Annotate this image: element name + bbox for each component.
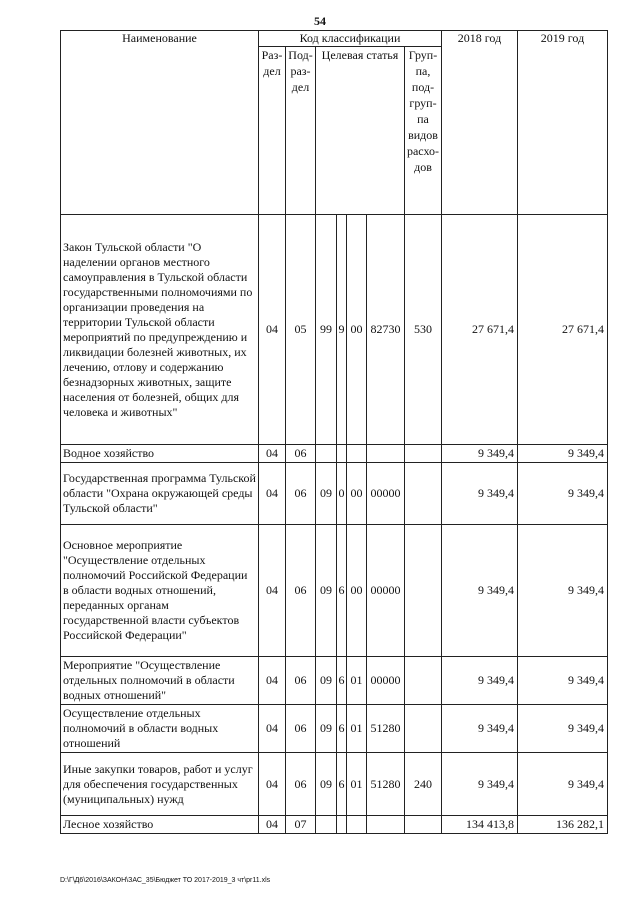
row-expense-group	[405, 445, 442, 463]
row-target-program: 99	[316, 215, 337, 445]
row-section: 04	[259, 753, 286, 816]
row-target-direction	[367, 445, 405, 463]
row-target-direction: 51280	[367, 705, 405, 753]
row-amount-2019: 9 349,4	[518, 753, 608, 816]
row-name: Мероприятие "Осуществление отдельных полномочий в области водных отношений"	[61, 657, 259, 705]
row-target-event	[347, 445, 367, 463]
header-code: Код классификации	[259, 31, 442, 47]
row-amount-2019: 136 282,1	[518, 816, 608, 834]
row-target-program: 09	[316, 463, 337, 525]
row-target-program: 09	[316, 657, 337, 705]
row-amount-2018: 9 349,4	[442, 705, 518, 753]
table-row	[61, 816, 608, 834]
row-name: Закон Тульской области "О наделении органов местного самоуправления в Тульской области государственными полномочиями по организации проведения на территории Тульской области мероприятий по предупреждению и ликвидации болезней животных, их лечению, отлову и содержанию безнадзорных животных, защите населения от болезней, общих для человека и животных"	[61, 215, 259, 445]
row-target-subprogram: 0	[337, 463, 347, 525]
row-expense-group: 530	[405, 215, 442, 445]
row-name: Водное хозяйство	[61, 445, 259, 463]
row-name: Основное мероприятие "Осуществление отдельных полномочий Российской Федерации в области водных отношений, переданных органам государственной власти субъектов Российской Федерации"	[61, 525, 259, 657]
row-target-event: 01	[347, 657, 367, 705]
row-subsection: 05	[286, 215, 316, 445]
header-name: Наименование	[61, 31, 259, 215]
row-name: Лесное хозяйство	[61, 816, 259, 834]
row-section: 04	[259, 463, 286, 525]
row-section: 04	[259, 705, 286, 753]
table-row	[61, 753, 608, 816]
row-expense-group	[405, 463, 442, 525]
row-target-subprogram	[337, 816, 347, 834]
header-target: Целевая статья	[316, 47, 405, 215]
row-target-event: 00	[347, 525, 367, 657]
row-target-event: 00	[347, 463, 367, 525]
row-amount-2019: 9 349,4	[518, 463, 608, 525]
row-expense-group	[405, 705, 442, 753]
row-amount-2018: 9 349,4	[442, 753, 518, 816]
row-target-program: 09	[316, 525, 337, 657]
row-target-program: 09	[316, 753, 337, 816]
row-target-direction: 00000	[367, 463, 405, 525]
row-expense-group	[405, 657, 442, 705]
row-target-direction: 51280	[367, 753, 405, 816]
row-subsection: 06	[286, 705, 316, 753]
row-section: 04	[259, 525, 286, 657]
row-target-program	[316, 445, 337, 463]
row-name: Государственная программа Тульской области "Охрана окружающей среды Тульской области"	[61, 463, 259, 525]
row-amount-2019: 9 349,4	[518, 657, 608, 705]
budget-table	[60, 30, 608, 834]
row-amount-2018: 134 413,8	[442, 816, 518, 834]
row-target-event	[347, 816, 367, 834]
row-target-event: 00	[347, 215, 367, 445]
row-amount-2018: 9 349,4	[442, 445, 518, 463]
row-name: Осуществление отдельных полномочий в области водных отношений	[61, 705, 259, 753]
table-row	[61, 657, 608, 705]
row-expense-group	[405, 816, 442, 834]
table-row	[61, 463, 608, 525]
row-target-subprogram: 9	[337, 215, 347, 445]
row-target-program	[316, 816, 337, 834]
row-target-event: 01	[347, 753, 367, 816]
header-group: Груп- па, под- груп- па видов расхо- дов	[405, 47, 442, 215]
header-year-2019: 2019 год	[518, 31, 608, 215]
row-amount-2018: 9 349,4	[442, 525, 518, 657]
row-expense-group	[405, 525, 442, 657]
table-row	[61, 525, 608, 657]
row-target-subprogram: 6	[337, 525, 347, 657]
header-section: Раз- дел	[259, 47, 286, 215]
row-expense-group: 240	[405, 753, 442, 816]
row-subsection: 06	[286, 463, 316, 525]
row-subsection: 06	[286, 525, 316, 657]
row-target-direction: 00000	[367, 657, 405, 705]
row-name: Иные закупки товаров, работ и услуг для обеспечения государственных (муниципальных) нужд	[61, 753, 259, 816]
row-amount-2018: 9 349,4	[442, 463, 518, 525]
header-year-2018: 2018 год	[442, 31, 518, 215]
table-row	[61, 215, 608, 445]
page-number: 54	[314, 14, 326, 28]
row-section: 04	[259, 445, 286, 463]
row-subsection: 06	[286, 445, 316, 463]
row-amount-2019: 9 349,4	[518, 445, 608, 463]
row-target-direction: 82730	[367, 215, 405, 445]
row-section: 04	[259, 215, 286, 445]
row-subsection: 06	[286, 753, 316, 816]
table-row	[61, 705, 608, 753]
row-subsection: 06	[286, 657, 316, 705]
row-target-subprogram: 6	[337, 753, 347, 816]
row-subsection: 07	[286, 816, 316, 834]
row-target-direction: 00000	[367, 525, 405, 657]
row-section: 04	[259, 657, 286, 705]
row-target-subprogram: 6	[337, 657, 347, 705]
row-target-subprogram: 6	[337, 705, 347, 753]
row-target-direction	[367, 816, 405, 834]
file-path-footer: D:\Г\Д6\2016\ЗАКОН\ЗАС_35\Бюджет ТО 2017-2019_3 чт\pr11.xls	[60, 877, 271, 884]
row-amount-2018: 9 349,4	[442, 657, 518, 705]
header-subsection: Под- раз- дел	[286, 47, 316, 215]
row-section: 04	[259, 816, 286, 834]
row-target-event: 01	[347, 705, 367, 753]
row-target-program: 09	[316, 705, 337, 753]
row-amount-2019: 27 671,4	[518, 215, 608, 445]
row-amount-2019: 9 349,4	[518, 525, 608, 657]
row-target-subprogram	[337, 445, 347, 463]
row-amount-2019: 9 349,4	[518, 705, 608, 753]
table-row	[61, 445, 608, 463]
row-amount-2018: 27 671,4	[442, 215, 518, 445]
